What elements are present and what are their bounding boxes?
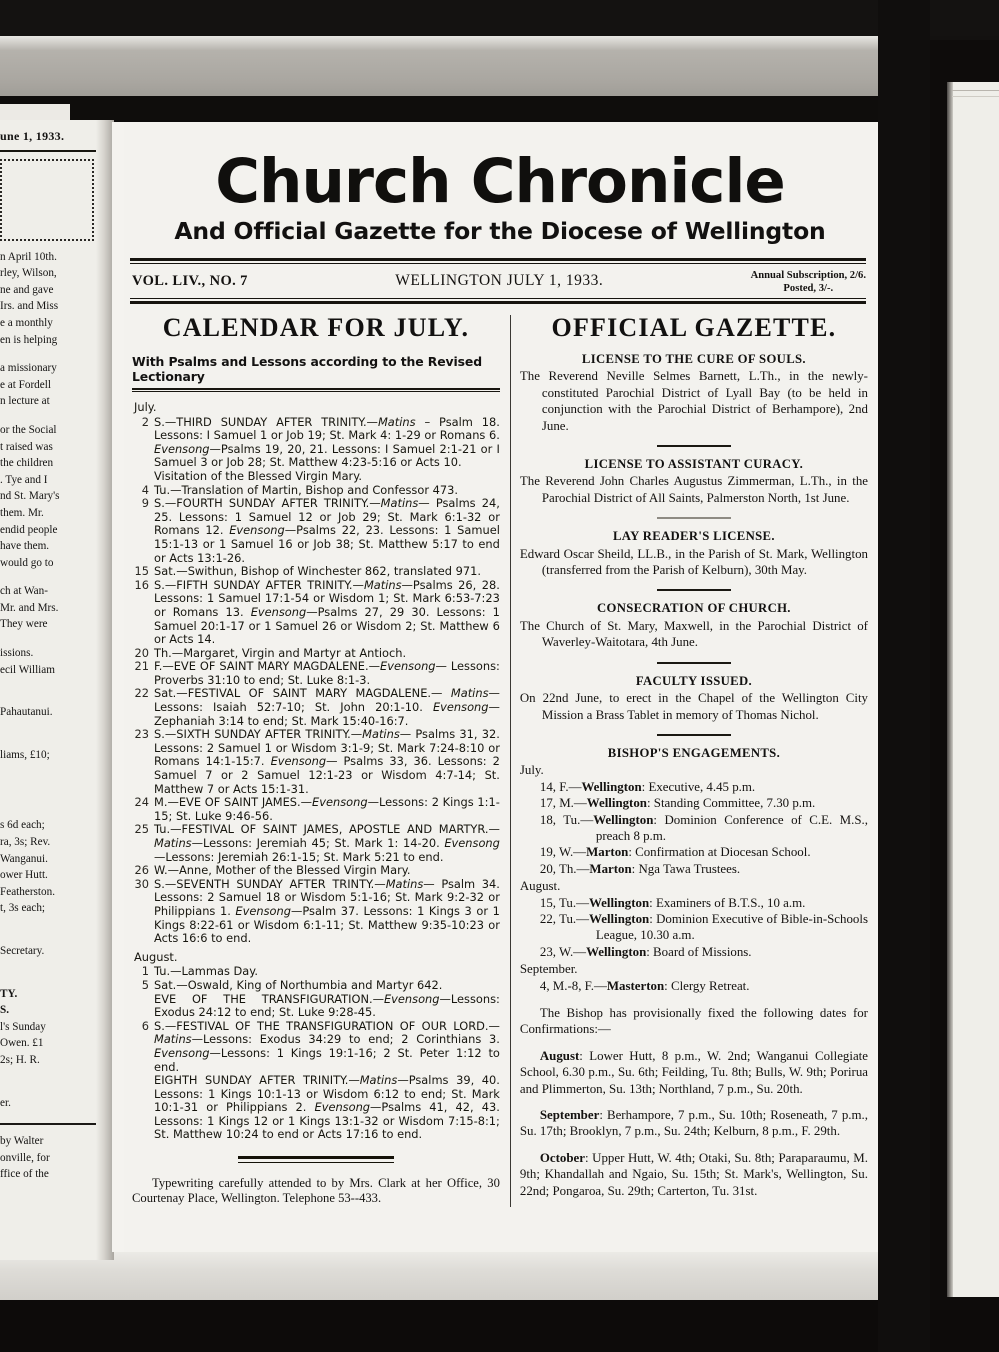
- confirmation-month: [520, 1048, 868, 1097]
- calendar-entry: [132, 497, 500, 565]
- calendar-entry: [132, 565, 500, 579]
- calendar-entry-text: Sat.—Swithun, Bishop of Winchester 862, translated 971.: [154, 564, 482, 579]
- calendar-entry: [132, 647, 500, 661]
- previous-page-fragment: er.: [0, 1096, 11, 1109]
- engagement-item: 18, Tu.—Wellington: Dominion Conference of C.E. M.S., preach 8 p.m.: [539, 812, 868, 843]
- calendar-day-number: 6: [141, 1018, 149, 1033]
- previous-page-fragment: by Walter: [0, 1135, 44, 1148]
- engagements-month-september: September.: [519, 962, 578, 977]
- calendar-entry: [132, 878, 500, 946]
- calendar-body: [132, 401, 500, 1142]
- engagement-item: 15, Tu.—Wellington: Examiners of B.T.S., 10 a.m.: [539, 895, 806, 910]
- scan-top-border: [0, 0, 999, 36]
- previous-page-text-column: [0, 128, 96, 1253]
- calendar-entry: [132, 979, 500, 993]
- calendar-entry: [132, 965, 500, 979]
- confirmation-month-text: : Upper Hutt, W. 4th; Otaki, Su. 8th; Paraparaumu, M. 9th; Khandallah and Ngaio, Su. 15th; St. Mark's, Wellington, Su. 22nd; Pongaroa, Su. 29th; Carterton, Tu. 31st.: [519, 1150, 868, 1198]
- previous-page-fragment: onville, for: [0, 1151, 50, 1164]
- scan-page-edge-bottom: [0, 1247, 915, 1305]
- calendar-day-number: 21: [134, 659, 149, 674]
- gazette-section-body: The Reverend Neville Selmes Barnett, L.Th., in the newly-constituted Parochial District of Lyall Bay (to be held in conjunction with the Parochial District of Berhampore), 2nd June.: [519, 369, 868, 433]
- previous-page-fragment: rley, Wilson,: [0, 267, 57, 280]
- previous-page-fragment: s 6d each;: [0, 819, 45, 832]
- gazette-title: OFFICIAL GAZETTE.: [551, 313, 837, 342]
- masthead-rule-top: [130, 258, 866, 264]
- place-and-date: WELLINGTON JULY 1, 1933.: [395, 272, 604, 289]
- page-gutter-shadow-right: [878, 0, 930, 1352]
- calendar-entry-text: Sat.—Oswald, King of Northumbia and Martyr 642.: [154, 977, 443, 992]
- calendar-day-number: 9: [141, 496, 149, 511]
- calendar-entry-text: Tu.—FESTIVAL OF SAINT JAMES, APOSTLE AND MARTYR.—Matins—Lessons: Jeremiah 45; St. Mark 1: 14-20. Evensong—Lessons: Jeremiah 26:1-15; St. Mark 5:21 to end.: [154, 822, 500, 864]
- previous-page-fragment: ra, 3s; Rev.: [0, 836, 51, 849]
- confirmations-intro: The Bishop has provisionally fixed the following dates for Confirmations:—: [519, 1006, 868, 1037]
- volume-number: VOL. LIV., NO. 7: [132, 273, 248, 289]
- previous-page-fragment: a missionary: [0, 362, 57, 375]
- previous-page-running-head: une 1, 1933.: [0, 129, 65, 143]
- calendar-day-number: 23: [134, 727, 149, 742]
- calendar-entry-text: S.—THIRD SUNDAY AFTER TRINITY.—Matins – Psalm 18. Lessons: I Samuel 1 or Job 19; St. Mark 4: 1-29 or Romans 6. Evensong—Psalms 19, 20, 21. Lessons: I Samuel 2:1-21 or I Samuel 3 or Job 28; St. Matthew 4:23-5:16 or Acts 10.: [154, 414, 500, 470]
- engagement-item: 19, W.—Marton: Confirmation at Diocesan School.: [539, 845, 811, 860]
- calendar-day-number: 22: [134, 686, 149, 701]
- issue-line: [132, 269, 866, 295]
- confirmation-month-text: : Berhampore, 7 p.m., Su. 10th; Roseneath, 7 p.m., Su. 17th; Brooklyn, 7 p.m., Su. 24th; Kelburn, 8 p.m., F. 29th.: [519, 1108, 868, 1139]
- calendar-entry-text: S.—FIFTH SUNDAY AFTER TRINITY.—Matins—Psalms 26, 28. Lessons: 1 Samuel 17:1-54 or Wisdom 1; St. Mark 6:53-7:23 or Romans 13. Evensong—Psalms 27, 29 30. Lessons: 1 Samuel 20:1-17 or 1 Samuel 26 or Wisdom 2; St. Matthew 6 or Acts 14.: [154, 577, 500, 647]
- calendar-day-number: 20: [134, 645, 149, 660]
- calendar-entry-text: Sat.—FESTIVAL OF SAINT MARY MAGDALENE.— Matins—Lessons: Isaiah 52:7-10; St. John 20:1-10. Evensong— Zephaniah 3:14 to end; St. Mark 15:40-16:7.: [154, 686, 500, 728]
- calendar-entry-text: Th.—Margaret, Virgin and Martyr at Antioch.: [154, 645, 407, 660]
- previous-page-fragment: Wanganui.: [0, 852, 48, 865]
- previous-page-rule-bottom: [0, 1123, 96, 1125]
- calendar-entry: [132, 484, 500, 498]
- confirmation-month: [520, 1150, 868, 1199]
- previous-page-fragment: ecil William: [0, 663, 55, 676]
- previous-page-fragment: or the Social: [0, 423, 57, 436]
- column-divider: [510, 315, 511, 1207]
- calendar-entry: [132, 660, 500, 687]
- calendar-entry: [132, 823, 500, 864]
- previous-page-fragment: n lecture at: [0, 395, 50, 408]
- confirmation-month: [520, 1107, 868, 1140]
- gazette-section-body: The Church of St. Mary, Maxwell, in the Parochial District of Waverley-Waitotara, 4th June.: [519, 618, 868, 650]
- engagements-month-august: August.: [519, 879, 561, 894]
- scan-bottom-border: [0, 1300, 999, 1352]
- engagement-item: 4, M.-8, F.—Masterton: Clergy Retreat.: [539, 978, 750, 993]
- calendar-entry-text: M.—EVE OF SAINT JAMES.—Evensong—Lessons: 2 Kings 1:1-15; St. Luke 9:46-56.: [154, 795, 500, 823]
- previous-page-fragment: S.: [0, 1004, 10, 1017]
- previous-page-fragment: Secretary.: [0, 945, 45, 957]
- calendar-entry: [132, 579, 500, 647]
- section-divider-rule: [657, 734, 731, 736]
- calendar-entry-text: Tu.—Translation of Martin, Bishop and Confessor 473.: [154, 482, 458, 497]
- engagement-item: 17, M.—Wellington: Standing Committee, 7.30 p.m.: [539, 796, 816, 811]
- previous-page-fragment: issions.: [0, 647, 34, 660]
- previous-page-fragment: Mr. and Mrs.: [0, 601, 59, 614]
- gazette-section-heading: FACULTY ISSUED.: [635, 673, 753, 688]
- confirmation-month-label: August: [539, 1048, 580, 1063]
- next-page-sliver-shadow: [947, 82, 953, 1297]
- previous-page-fragment: t, 3s each;: [0, 902, 46, 915]
- scan-shadow-top: [0, 96, 915, 120]
- calendar-day-number: 26: [134, 863, 149, 878]
- previous-page-fragment: n April 10th.: [0, 250, 57, 263]
- publication-subtitle: And Official Gazette for the Diocese of Wellington: [174, 217, 826, 245]
- previous-page-fragment: e at Fordell: [0, 378, 51, 391]
- previous-page-fragment: them. Mr.: [0, 506, 44, 519]
- calendar-day-number: 4: [141, 482, 149, 497]
- calendar-day-number: 15: [134, 564, 149, 579]
- calendar-entry-text: S.—FOURTH SUNDAY AFTER TRINITY.—Matins— Psalms 24, 25. Lessons: 1 Samuel 12 or Job 29; St. Mark 6:1-32 or Romans 12. Evensong—Psalms 22, 23. Lessons: 1 Samuel 15:1-13 or 1 Samuel 16 or Job 38; St. Matthew 5:17 to end or Acts 13:1-26.: [154, 496, 500, 565]
- gazette-column: [520, 313, 868, 1207]
- calendar-day-number: 1: [141, 964, 149, 979]
- gazette-section-body: On 22nd June, to erect in the Chapel of the Wellington City Mission a Brass Tablet in memory of Thomas Nichol.: [519, 691, 868, 722]
- calendar-day-number: 16: [134, 577, 149, 592]
- subscription-info: [751, 269, 866, 295]
- engagement-item: 14, F.—Wellington: Executive, 4.45 p.m.: [539, 779, 756, 794]
- previous-page-fragment: the children: [0, 457, 54, 470]
- calendar-entry: [132, 687, 500, 728]
- gazette-section-heading: LICENSE TO THE CURE OF SOULS.: [581, 352, 806, 366]
- calendar-entry-note: EIGHTH SUNDAY AFTER TRINITY.—Matins—Psalms 39, 40. Lessons: 1 Kings 10:1-13 or Wisdom 6:12 to end; St. Mark 10:1-31 or Philippians 2. Evensong—Psalms 41, 42, 43. Lessons: 1 Kings 12 or 1 Kings 13:1-32 or Wisdom 7:15-8:1; St. Matthew 10:24 to end or Acts 17:16 to end.: [154, 1073, 500, 1142]
- calendar-title: CALENDAR FOR JULY.: [162, 313, 470, 342]
- next-page-rule-thin: [952, 96, 999, 97]
- previous-page-fragment: ne and gave: [0, 283, 54, 296]
- newspaper-page-content: [124, 122, 876, 1252]
- calendar-month-july: July.: [134, 400, 157, 414]
- calendar-footer-rule: [238, 1156, 394, 1163]
- calendar-entry-text: F.—EVE OF SAINT MARY MAGDALENE.—Evensong— Lessons: Proverbs 31:10 to end; St. Luke 8:1-3.: [154, 659, 500, 687]
- previous-page-fragment: endid people: [0, 523, 58, 536]
- previous-page-fragment: Irs. and Miss: [0, 300, 59, 313]
- gazette-section-body: Edward Oscar Sheild, LL.B., in the Parish of St. Mark, Wellington (transferred from the Parish of Kelburn), 30th May.: [519, 546, 868, 578]
- previous-page-fragment: 2s; H. R.: [0, 1053, 40, 1066]
- previous-page-fragment: ffice of the: [0, 1168, 49, 1181]
- previous-page-fragment: would go to: [0, 556, 54, 569]
- gazette-section-heading: CONSECRATION OF CHURCH.: [597, 601, 791, 616]
- gazette-section-heading: LICENSE TO ASSISTANT CURACY.: [584, 457, 804, 472]
- section-divider-rule: [657, 589, 731, 591]
- two-column-layout: [124, 313, 876, 1207]
- calendar-entry-text: W.—Anne, Mother of the Blessed Virgin Mary.: [154, 863, 411, 878]
- calendar-day-number: 2: [141, 414, 149, 429]
- calendar-entry-note: EVE OF THE TRANSFIGURATION.—Evensong—Lessons: Exodus 24:12 to end; St. Luke 9:28-45.: [154, 991, 500, 1020]
- section-divider-rule: [657, 517, 731, 519]
- engagements-month-july: July.: [519, 763, 544, 778]
- previous-page-fragment: t raised was: [0, 440, 53, 453]
- previous-page-fragment: ch at Wan-: [0, 585, 48, 598]
- previous-page-fragment: They were: [0, 618, 48, 631]
- previous-page-rule: [0, 150, 96, 152]
- typewriting-advertisement: Typewriting carefully attended to by Mrs. Clark at her Office, 30 Courtenay Place, Wellington. Telephone 53--433.: [132, 1176, 500, 1206]
- calendar-subtitle: With Psalms and Lessons according to the Revised Lectionary: [132, 354, 482, 384]
- previous-page-advert-box: [0, 159, 94, 241]
- previous-page-fragment: e a monthly: [0, 316, 53, 329]
- calendar-rule-thin: [132, 391, 500, 392]
- previous-page-fragment: nd St. Mary's: [0, 490, 60, 503]
- subscription-annual: Annual Subscription, 2/6.: [750, 270, 866, 281]
- calendar-entry-note: Visitation of the Blessed Virgin Mary.: [154, 468, 362, 483]
- calendar-month-august: August.: [134, 949, 178, 964]
- previous-page-fragment: en is helping: [0, 333, 58, 346]
- gazette-section-body: The Reverend John Charles Augustus Zimmerman, L.Th., in the Parochial District of All Saints, Palmerston North, 1st June.: [519, 474, 868, 505]
- previous-page-fragment: Owen. £1: [0, 1037, 44, 1050]
- previous-page-fragment: have them.: [0, 540, 50, 553]
- calendar-entry: [132, 728, 500, 796]
- calendar-entry: [132, 1020, 500, 1074]
- calendar-entry-text: Tu.—Lammas Day.: [154, 964, 258, 979]
- calendar-entry: [132, 796, 500, 823]
- previous-page-fragment: Pahautanui.: [0, 706, 53, 719]
- confirmation-month-label: September: [539, 1108, 600, 1123]
- section-divider-rule: [657, 445, 731, 447]
- gazette-body: [520, 351, 868, 1199]
- previous-page-fragment: ower Hutt.: [0, 869, 48, 882]
- calendar-day-number: 25: [134, 822, 149, 837]
- masthead-rule-bottom: [130, 298, 866, 304]
- confirmation-month-label: October: [539, 1150, 585, 1165]
- previous-page-fragment: Featherston.: [0, 885, 55, 898]
- calendar-entry-text: S.—SIXTH SUNDAY AFTER TRINITY.—Matins— Psalms 31, 32. Lessons: 2 Samuel 1 or Wisdom 3:1-9; St. Mark 7:24-8:10 or Romans 14:1-15:7. Evensong— Psalms 33, 36. Lessons: 2 Samuel 7 or 2 Samuel 12:1-23 or Wisdom 4:7-14; St. Matthew 7 or Acts 15:1-31.: [154, 727, 500, 796]
- calendar-day-number: 30: [134, 876, 149, 891]
- engagement-item: 23, W.—Wellington: Board of Missions.: [539, 944, 752, 959]
- calendar-entry: [132, 864, 500, 878]
- calendar-entry-text: S.—FESTIVAL OF THE TRANSFIGURATION OF OUR LORD.—Matins—Lessons: Exodus 34:29 to end; 2 Corinthians 3. Evensong—Lessons: 1 Kings 19:1-16; 2 St. Peter 1:12 to end.: [154, 1018, 500, 1074]
- engagements-heading: BISHOP'S ENGAGEMENTS.: [607, 745, 781, 760]
- confirmation-month-text: : Lower Hutt, 8 p.m., W. 2nd; Wanganui Collegiate School, 6.30 p.m., Su. 6th; Feilding, Tu. 8th; Bulls, W. 9th; Porirua and Plimmerton, Su. 13th; Northland, 7 p.m., Su. 20th.: [519, 1048, 868, 1096]
- previous-page-fragment: . Tye and I: [0, 473, 48, 486]
- calendar-rule: [132, 388, 500, 390]
- calendar-entry: [132, 416, 500, 470]
- calendar-day-number: 5: [141, 977, 149, 992]
- section-divider-rule: [657, 662, 731, 664]
- previous-page-fragment: l's Sunday: [0, 1020, 46, 1033]
- previous-page-fragment: liams, £10;: [0, 748, 50, 761]
- publication-title: Church Chronicle: [215, 146, 785, 217]
- next-page-sliver: [947, 82, 999, 1297]
- engagement-item: 22, Tu.—Wellington: Dominion Executive of Bible-in-Schools League, 10.30 a.m.: [539, 911, 868, 943]
- gazette-section-heading: LAY READER'S LICENSE.: [612, 529, 775, 544]
- next-page-rule: [952, 90, 999, 91]
- calendar-column: [132, 313, 510, 1207]
- calendar-day-number: 24: [134, 795, 149, 810]
- masthead: [124, 122, 876, 244]
- calendar-entry-text: S.—SEVENTH SUNDAY AFTER TRINTY.—Matins— Psalm 34. Lessons: 2 Samuel 18 or Wisdom 5:1-16; St. Mark 9:2-32 or Philippians 1. Evensong—Psalm 37. Lessons: 1 Kings 3 or 1 Kings 8:22-61 or Wisdom 6:1-11; St. Matthew 9:35-10:23 or Acts 16:6 to end.: [154, 876, 500, 946]
- subscription-posted: Posted, 3/-.: [783, 283, 834, 294]
- scan-page-edge-top: [0, 36, 915, 102]
- engagement-item: 20, Th.—Marton: Nga Tawa Trustees.: [539, 861, 741, 876]
- previous-page-fragment: TY.: [0, 987, 18, 1000]
